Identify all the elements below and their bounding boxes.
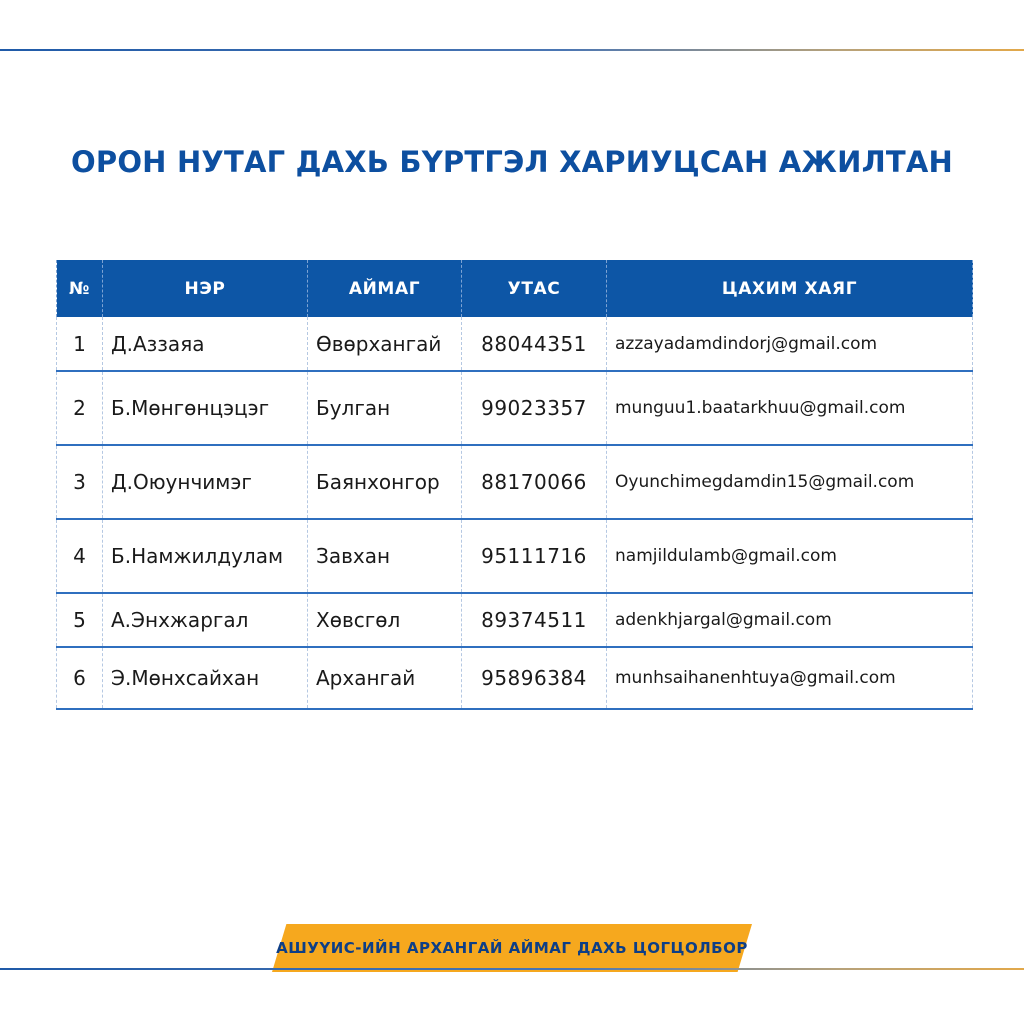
row-phone: 88170066 xyxy=(462,445,607,519)
row-number: 2 xyxy=(57,371,103,445)
table-row xyxy=(57,519,973,593)
row-phone: 95111716 xyxy=(462,519,607,593)
row-number: 5 xyxy=(57,593,103,647)
row-number: 3 xyxy=(57,445,103,519)
row-email: munhsaihanenhtuya@gmail.com xyxy=(607,647,973,709)
row-phone: 95896384 xyxy=(462,647,607,709)
table-row xyxy=(57,593,973,647)
page-title: ОРОН НУТАГ ДАХЬ БҮРТГЭЛ ХАРИУЦСАН АЖИЛТАН xyxy=(71,145,953,179)
row-name: Б.Мөнгөнцэцэг xyxy=(103,371,308,445)
table-header-row xyxy=(57,260,973,317)
row-phone: 88044351 xyxy=(462,317,607,371)
row-province: Архангай xyxy=(308,647,462,709)
header-number: № xyxy=(57,260,103,317)
header-name: НЭР xyxy=(103,260,308,317)
row-name: Д.Оюунчимэг xyxy=(103,445,308,519)
row-email: munguu1.baatarkhuu@gmail.com xyxy=(607,371,973,445)
row-number: 1 xyxy=(57,317,103,371)
row-name: Д.Аззаяа xyxy=(103,317,308,371)
row-phone: 99023357 xyxy=(462,371,607,445)
row-name: А.Энхжаргал xyxy=(103,593,308,647)
row-province: Булган xyxy=(308,371,462,445)
row-number: 6 xyxy=(57,647,103,709)
header-province: АЙМАГ xyxy=(308,260,462,317)
row-number: 4 xyxy=(57,519,103,593)
bottom-divider xyxy=(0,968,1024,970)
row-province: Завхан xyxy=(308,519,462,593)
top-divider xyxy=(0,49,1024,51)
table-row xyxy=(57,445,973,519)
row-email: Oyunchimegdamdin15@gmail.com xyxy=(607,445,973,519)
footer-label: АШУҮИС-ИЙН АРХАНГАЙ АЙМАГ ДАХЬ ЦОГЦОЛБОР xyxy=(276,939,748,957)
header-email: ЦАХИМ ХАЯГ xyxy=(607,260,973,317)
table-row xyxy=(57,371,973,445)
row-province: Хөвсгөл xyxy=(308,593,462,647)
row-phone: 89374511 xyxy=(462,593,607,647)
row-province: Баянхонгор xyxy=(308,445,462,519)
staff-table xyxy=(56,260,973,710)
row-name: Э.Мөнхсайхан xyxy=(103,647,308,709)
row-province: Өвөрхангай xyxy=(308,317,462,371)
table-row xyxy=(57,317,973,371)
row-email: namjildulamb@gmail.com xyxy=(607,519,973,593)
row-name: Б.Намжилдулам xyxy=(103,519,308,593)
row-email: azzayadamdindorj@gmail.com xyxy=(607,317,973,371)
row-email: adenkhjargal@gmail.com xyxy=(607,593,973,647)
table-row xyxy=(57,647,973,709)
header-phone: УТАС xyxy=(462,260,607,317)
